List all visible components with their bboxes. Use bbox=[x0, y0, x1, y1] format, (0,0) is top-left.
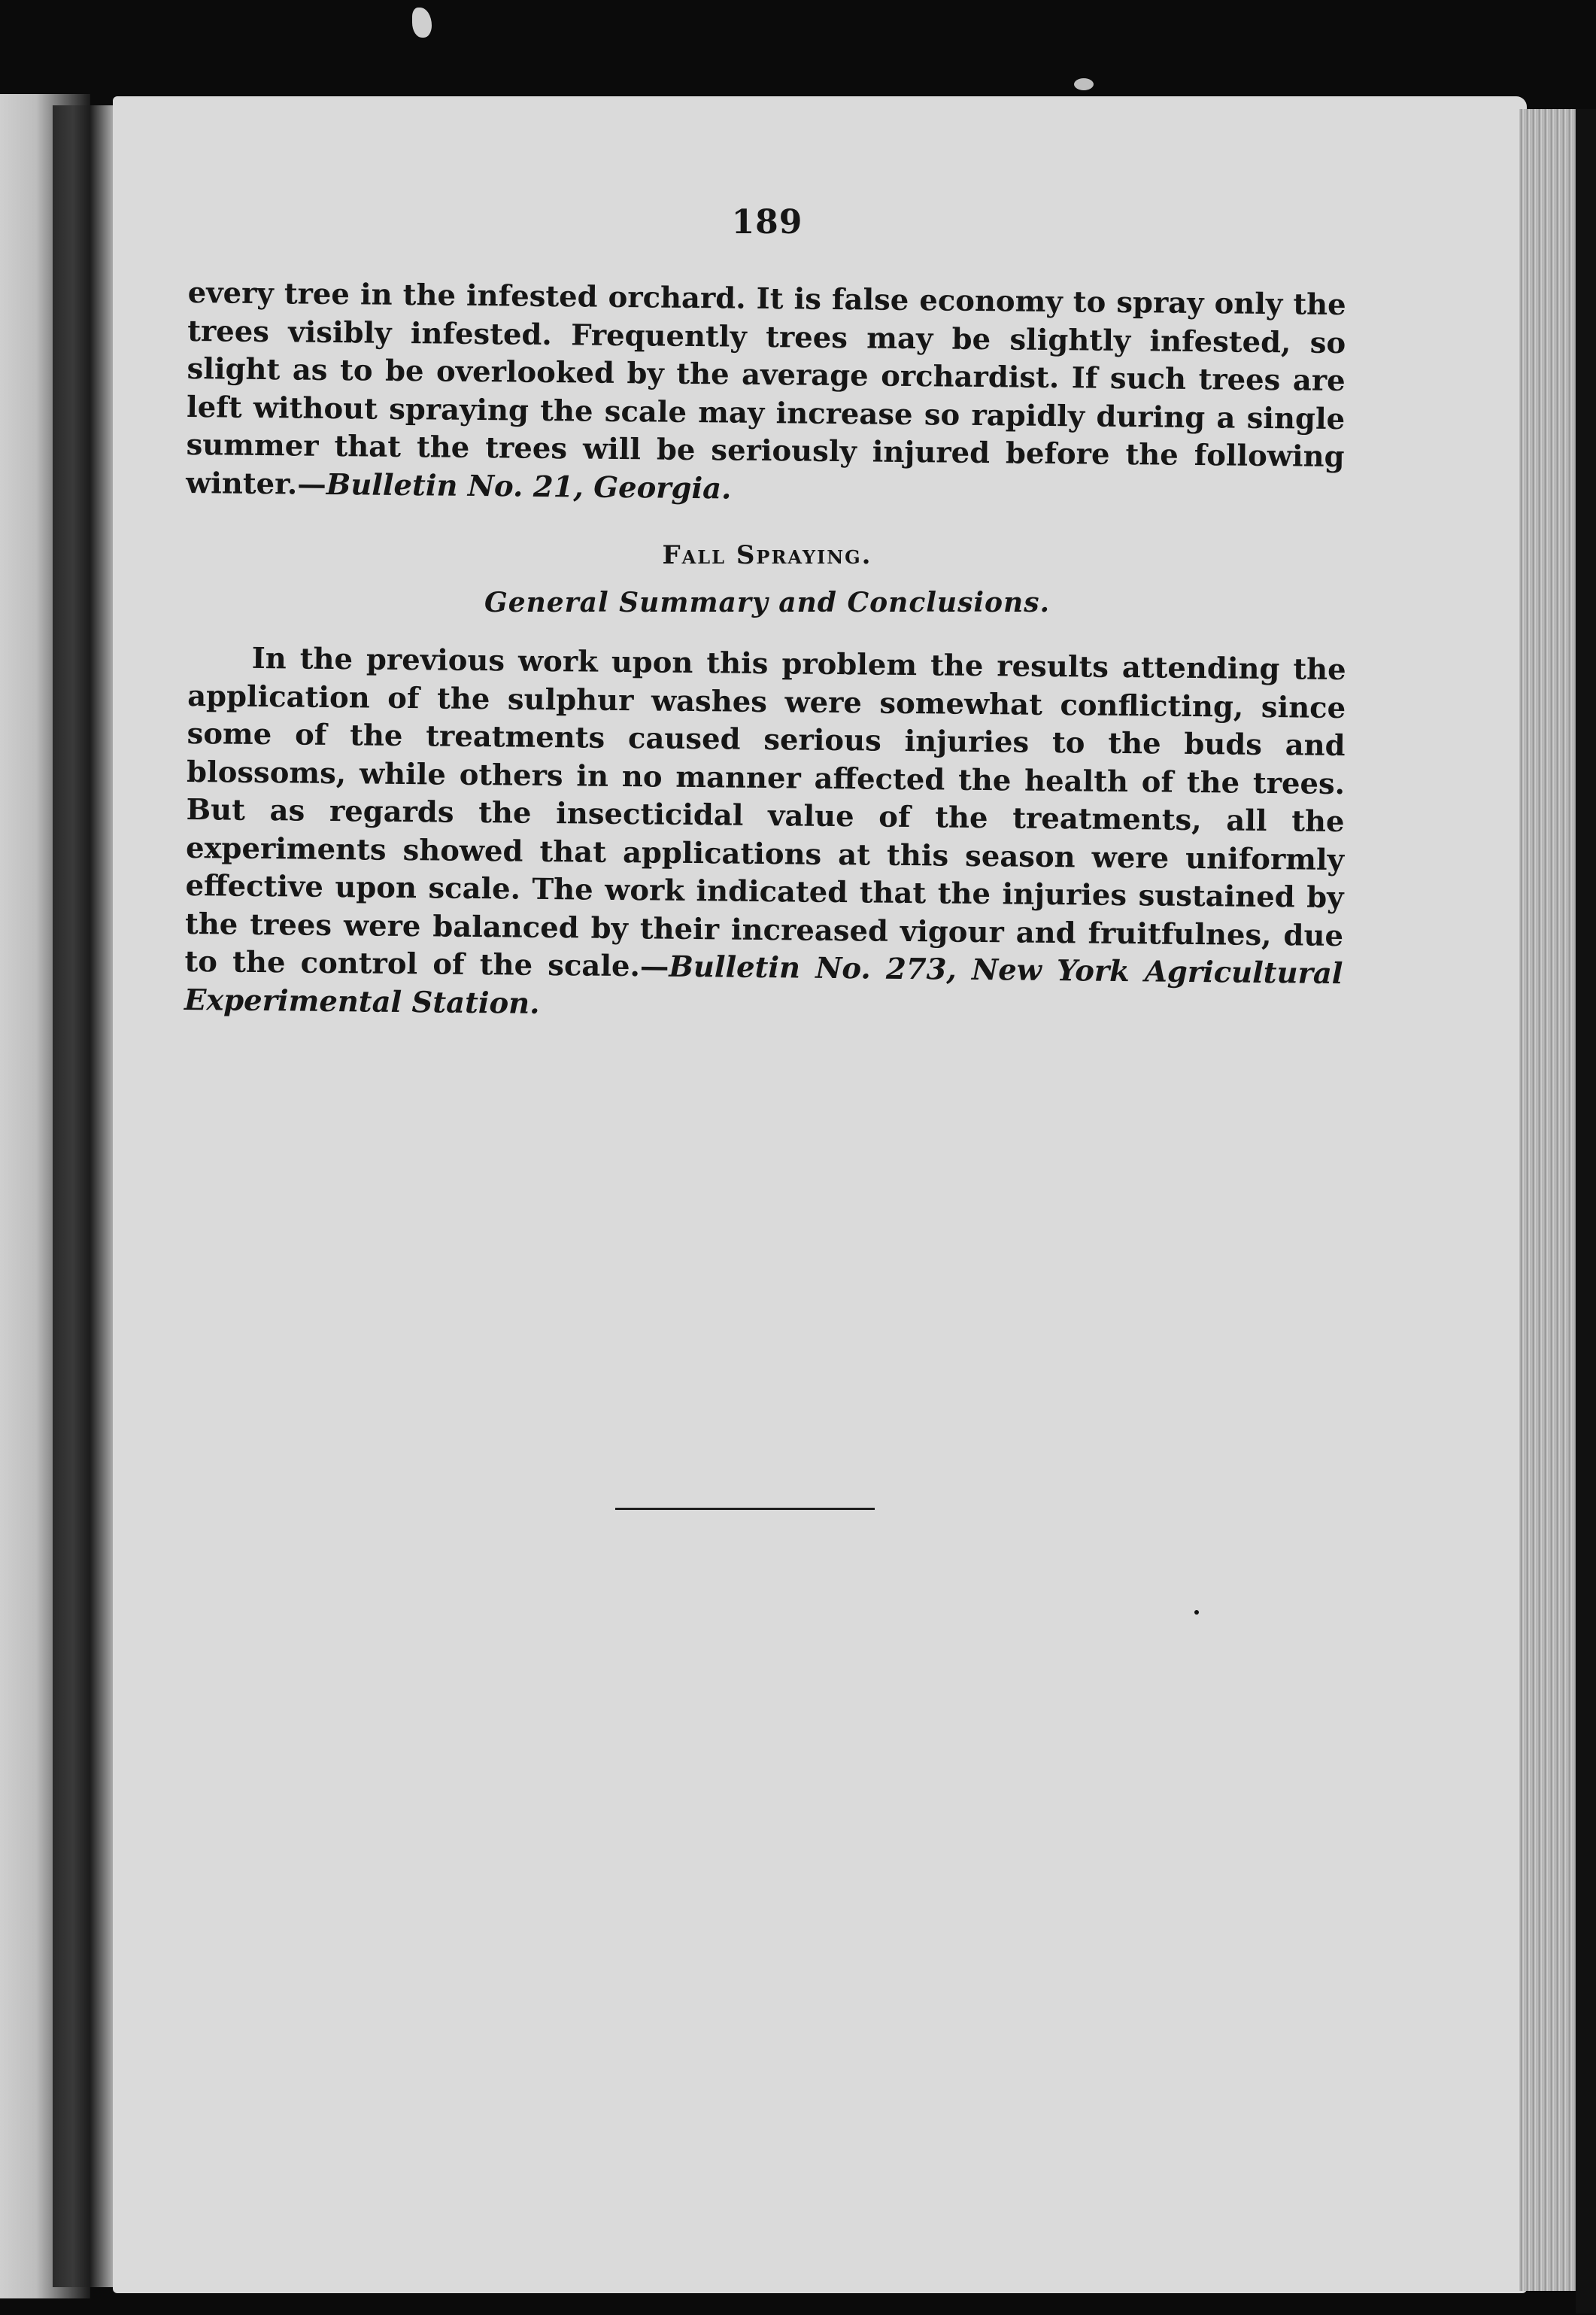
page-edge-shadow bbox=[1576, 109, 1596, 2313]
paragraph-text: In the previous work upon this problem the results attending the application of the sulphur washes were somewhat conflicting, since some of the treatments caused serious injuries to the buds and blossoms, while others in no manner affected the health of the trees. But as regards the insecticidal value of the treatments, all the experiments showed that applications at this season were uniformly effective upon scale. The work indicated that the injuries sustained by the trees were balanced by their increased vigour and fruitfulnes, due to the control of the scale.— bbox=[184, 641, 1346, 984]
citation: Bulletin No. 21, Georgia. bbox=[326, 467, 732, 506]
paragraph-summary bbox=[184, 640, 1346, 1031]
page-number: 189 bbox=[731, 203, 803, 242]
section-subheading: General Summary and Conclusions. bbox=[484, 587, 1051, 618]
paragraph-intro bbox=[186, 275, 1346, 515]
dust-speck bbox=[412, 8, 432, 38]
book-gutter bbox=[53, 105, 120, 2287]
dust-speck bbox=[1074, 78, 1094, 90]
paragraph-text: every tree in the infested orchard. It is false economy to spray only the trees visibly infested. Frequently trees may be slightly infested, so slight as to be overlooked by the average orchardist. If such trees are left without spraying the scale may increase so rapidly during a single summer that the trees will be seriously injured before the following winter.— bbox=[185, 275, 1346, 502]
dust-speck bbox=[1194, 1610, 1199, 1615]
section-divider-rule bbox=[615, 1508, 875, 1510]
page-edges bbox=[1519, 109, 1579, 2291]
section-heading: Fall Spraying. bbox=[662, 540, 872, 570]
citation: Bulletin No. 273, New York Agricultural Experimental Station. bbox=[184, 949, 1343, 1021]
